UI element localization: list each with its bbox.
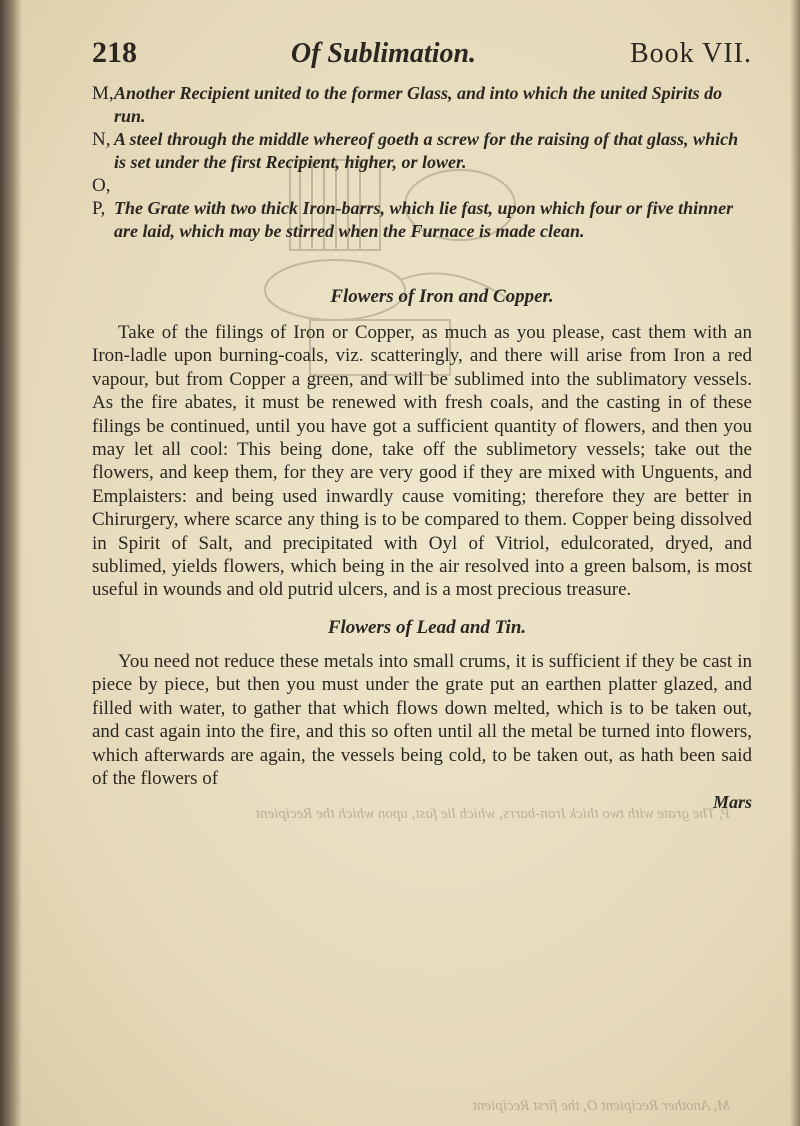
figure-legend [92,82,752,243]
legend-key: N, [92,129,111,150]
body-paragraph: You need not reduce these metals into small crums, it is sufficient if they be cast in piece by piece, but then you must under the grate put an earthen platter glazed, and filled with water, to gather that which flows down melted, which is to be taken out, and cast again into the fire, and this so often until all the metal be turned into flowers, which afterwards are again, the vessels being cold, to be taken out, as hath been said of the flowers of [92,650,752,789]
running-header [92,36,752,80]
legend-key: O, [92,175,111,196]
legend-text: Another Recipient united to the former Glass, and into which the united Spirits do run. [114,83,723,126]
bleed-through-text: P, The grate with two thick Iron-barrs, which lie fast, upon which the Recipient [255,806,730,822]
legend-entry [92,197,752,243]
legend-text [114,174,752,197]
legend-entry [92,174,752,197]
catchword: Mars [712,792,752,813]
page-edge-shadow [790,0,800,1126]
legend-text: The Grate with two thick Iron-barrs, which lie fast, upon which four or five thinner are laid, which may be stirred when the Furnace is made clean. [114,198,734,241]
running-title: Of Sublimation. [290,38,477,69]
legend-key: M, [92,83,114,104]
book-label: Book VII. [629,38,752,69]
page-number: 218 [92,36,137,69]
binding-shadow [0,0,22,1126]
legend-key: P, [92,198,106,219]
legend-entry [92,128,752,174]
bleed-through-text: M, Another Recipient O, the first Recipient [472,1098,730,1114]
body-paragraph: Take of the filings of Iron or Copper, as much as you please, cast them with an Iron-ladle upon burning-coals, viz. scatteringly, and there will arise from Iron a red vapour, but from Copper a green, and will be sublimed into the sublimatory vessels. As the fire abates, it must be renewed with fresh coals, and the casting in of these filings be continued, until you have got a sufficient quantity of flowers, and then you may let all cool: This being done, take off the sublimetory vessels; take out the flowers, and keep them, for they are very good if they are mixed with Unguents, and Emplaisters: and being used inwardly cause vomiting; therefore they are better in Chirurgery, where scarce any thing is to be compared to them. Copper being dissolved in Spirit of Salt, and precipitated with Oyl of Vitriol, edulcorated, dryed, and sublimed, yields flowers, which being in the air resolved into a green balsom, is most useful in wounds and old putrid ulcers, and is a most precious treasure. [92,322,752,601]
section-heading: Flowers of Iron and Copper. [330,286,554,307]
section-heading: Flowers of Lead and Tin. [327,616,527,638]
legend-text: A steel through the middle whereof goeth a screw for the raising of that glass, which is set under the first Recipient, higher, or lower. [114,129,739,172]
legend-entry [92,82,752,128]
